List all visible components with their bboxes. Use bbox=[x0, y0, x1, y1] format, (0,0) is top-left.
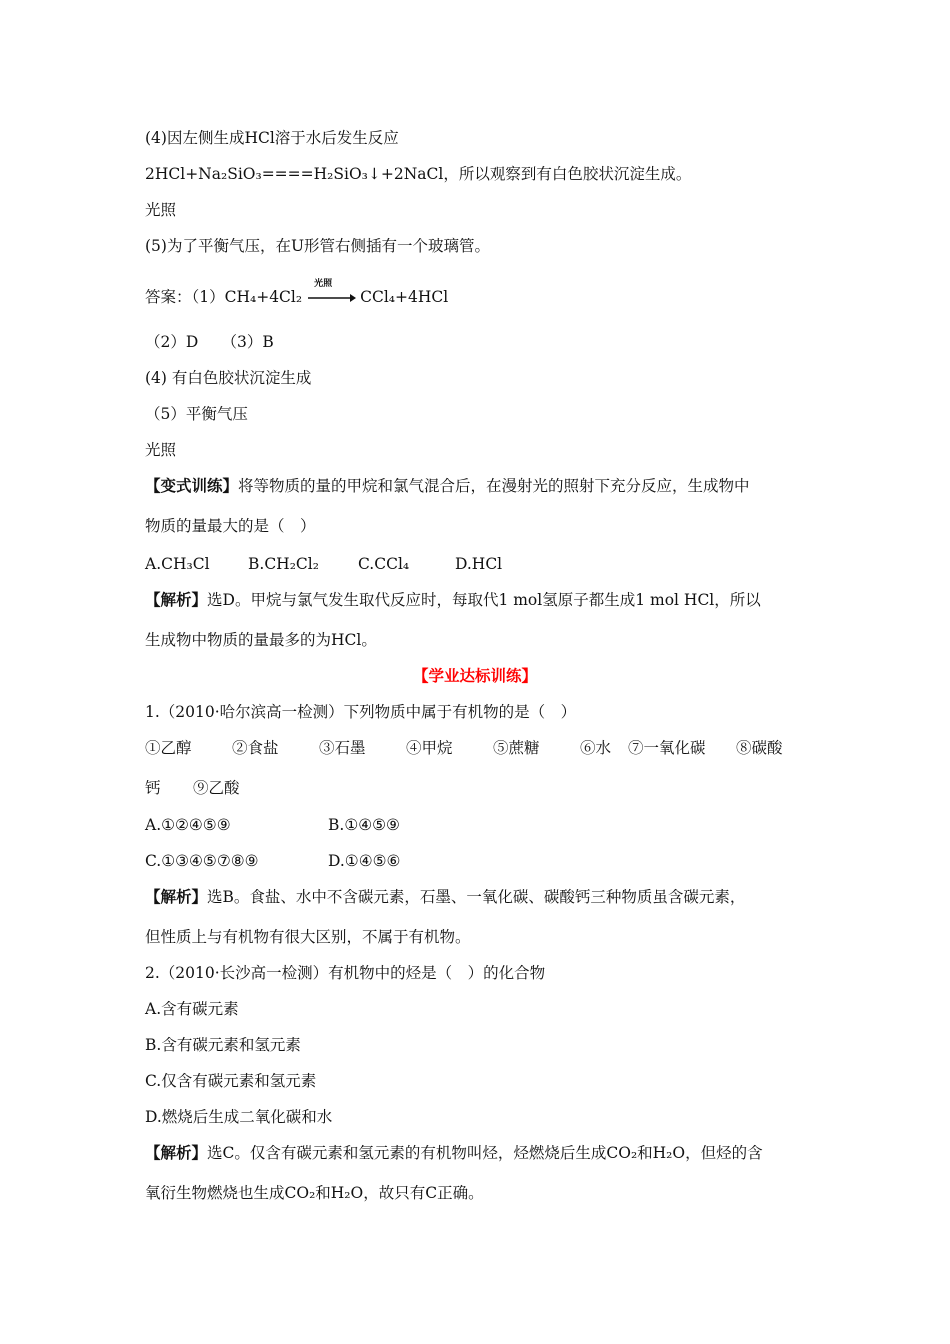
item: ⑥水 bbox=[580, 739, 612, 757]
item: 钙 bbox=[145, 779, 161, 797]
text-line: 生成物中物质的量最多的为HCl。 bbox=[145, 631, 377, 649]
variant-text: 将等物质的量的甲烷和氯气混合后，在漫射光的照射下充分反应，生成物中 bbox=[238, 477, 750, 495]
equation-line: 2HCl+Na₂SiO₃====H₂SiO₃↓+2NaCl，所以观察到有白色胶状沉淀生成。 bbox=[145, 165, 692, 183]
option-a: A.CH₃Cl bbox=[145, 555, 210, 573]
arrow-condition-label: 光照 bbox=[314, 279, 333, 289]
option-c: C.①③④⑤⑦⑧⑨ bbox=[145, 852, 259, 870]
variant-solution bbox=[145, 590, 761, 610]
question-1-stem: 1.（2010·哈尔滨高一检测）下列物质中属于有机物的是（ ） bbox=[145, 703, 577, 721]
question-1-solution bbox=[145, 887, 745, 907]
answer-prefix: 答案：（1）CH₄+4Cl₂ bbox=[145, 288, 303, 306]
variant-tag: 【变式训练】 bbox=[145, 476, 239, 495]
option-b: B.CH₂Cl₂ bbox=[248, 555, 319, 573]
text-line: 光照 bbox=[145, 201, 177, 219]
answer-equation bbox=[145, 279, 449, 308]
solution-tag: 【解析】 bbox=[145, 1143, 208, 1162]
item: ④甲烷 bbox=[406, 739, 453, 757]
solution-tag: 【解析】 bbox=[145, 887, 208, 906]
text-line: 但性质上与有机物有很大区别，不属于有机物。 bbox=[145, 928, 471, 946]
question-2-stem: 2.（2010·长沙高一检测）有机物中的烃是（ ）的化合物 bbox=[145, 964, 546, 982]
text-line: （5）平衡气压 bbox=[145, 405, 248, 423]
question-1-options-ab bbox=[145, 815, 400, 835]
question-1-items-cont bbox=[145, 778, 240, 798]
text-line: 氧衍生物燃烧也生成CO₂和H₂O，故只有C正确。 bbox=[145, 1184, 484, 1202]
item: ⑦一氧化碳 bbox=[628, 739, 706, 757]
section-title: 【学业达标训练】 bbox=[412, 666, 537, 685]
reaction-arrow-icon bbox=[306, 279, 356, 308]
text-line: 物质的量最大的是（ ） bbox=[145, 517, 316, 535]
solution-tag: 【解析】 bbox=[145, 590, 208, 609]
question-1-items bbox=[145, 738, 783, 758]
option-c: C.CCl₄ bbox=[358, 555, 410, 573]
option-d: D.①④⑤⑥ bbox=[328, 852, 401, 870]
item: ③石墨 bbox=[319, 739, 366, 757]
text-line: （2）D （3）B bbox=[145, 333, 274, 351]
item: ⑨乙酸 bbox=[193, 779, 240, 797]
option-c: C.仅含有碳元素和氢元素 bbox=[145, 1072, 317, 1090]
answer-suffix: CCl₄+4HCl bbox=[360, 288, 449, 306]
variant-options bbox=[145, 554, 502, 574]
text-line: (4) 有白色胶状沉淀生成 bbox=[145, 369, 312, 387]
text-line: (4)因左侧生成HCl溶于水后发生反应 bbox=[145, 129, 399, 147]
item: ①乙醇 bbox=[145, 739, 192, 757]
item: ⑧碳酸 bbox=[736, 739, 783, 757]
option-b: B.含有碳元素和氢元素 bbox=[145, 1036, 301, 1054]
option-b: B.①④⑤⑨ bbox=[328, 816, 400, 834]
item: ②食盐 bbox=[232, 739, 279, 757]
solution-text: 选D。甲烷与氯气发生取代反应时，每取代1 mol氢原子都生成1 mol HCl，所以 bbox=[207, 591, 761, 609]
solution-text: 选C。仅含有碳元素和氢元素的有机物叫烃，烃燃烧后生成CO₂和H₂O，但烃的含 bbox=[207, 1144, 763, 1162]
solution-text: 选B。食盐、水中不含碳元素，石墨、一氧化碳、碳酸钙三种物质虽含碳元素， bbox=[207, 888, 746, 906]
option-a: A.含有碳元素 bbox=[145, 1000, 239, 1018]
item: ⑤蔗糖 bbox=[493, 739, 540, 757]
option-d: D.燃烧后生成二氧化碳和水 bbox=[145, 1108, 333, 1126]
option-d: D.HCl bbox=[455, 555, 503, 573]
question-2-solution bbox=[145, 1143, 763, 1163]
question-1-options-cd bbox=[145, 851, 400, 871]
text-line: 光照 bbox=[145, 441, 177, 459]
variant-question bbox=[145, 476, 750, 496]
text-line: (5)为了平衡气压，在U形管右侧插有一个玻璃管。 bbox=[145, 237, 491, 255]
option-a: A.①②④⑤⑨ bbox=[145, 816, 231, 834]
